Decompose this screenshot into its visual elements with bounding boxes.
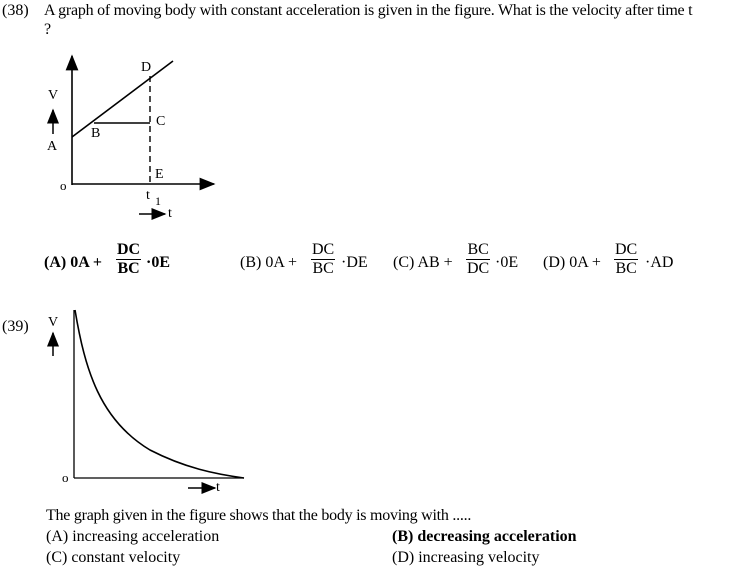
q39-decay-curve [75,310,244,478]
q38-origin: o [60,178,67,193]
q39-number: (39) [2,318,29,335]
q38-label-e: E [155,167,164,182]
q39-y-label: V [48,315,59,330]
q39-option-b[interactable]: (B) decreasing acceleration [392,528,577,545]
q38-number: (38) [2,2,29,19]
q39-question: The graph given in the figure shows that the body is moving with ..... [46,507,472,524]
q38-option-a-suffix: ·0E [146,254,171,271]
q38-label-b: B [91,126,101,141]
q38-t1-subscript: 1 [155,194,161,208]
q38-option-a-den: BC [117,260,140,277]
q39-t-label: t [216,480,220,495]
q38-option-a-num: DC [117,241,141,258]
q39-option-d[interactable]: (D) increasing velocity [392,549,540,566]
q39-origin: o [62,470,69,485]
q38-t1-label: t [146,188,150,203]
q39-option-a[interactable]: (A) increasing acceleration [46,528,220,545]
q38-option-d-den: BC [615,260,637,277]
q39-option-c[interactable]: (C) constant velocity [46,549,181,566]
q38-option-c-prefix[interactable]: (C) AB + [393,254,453,271]
q38-option-b-suffix: ·DE [341,254,368,271]
q38-question-line2: ? [44,21,52,38]
q38-option-a-prefix[interactable]: (A) 0A + [44,254,102,271]
q38-option-b-den: BC [312,260,334,277]
q38-option-c-num: BC [467,241,489,258]
q38-option-b-prefix[interactable]: (B) 0A + [240,254,298,271]
q38-label-d: D [141,60,152,75]
q38-label-c: C [156,114,166,129]
q38-option-b-num: DC [312,241,335,258]
q38-option-d-suffix: ·AD [645,254,674,271]
q38-t-label: t [168,206,172,221]
q38-option-d-prefix[interactable]: (D) 0A + [543,254,601,271]
q38-option-c-den: DC [467,260,490,277]
q38-question-line1: A graph of moving body with constant acceleration is given in the figure. What is the velocity after time t [44,2,693,19]
q38-option-c-suffix: ·0E [495,254,519,271]
q38-y-label: V [48,88,59,103]
q38-label-a: A [47,139,58,154]
q38-option-d-num: DC [615,241,638,258]
